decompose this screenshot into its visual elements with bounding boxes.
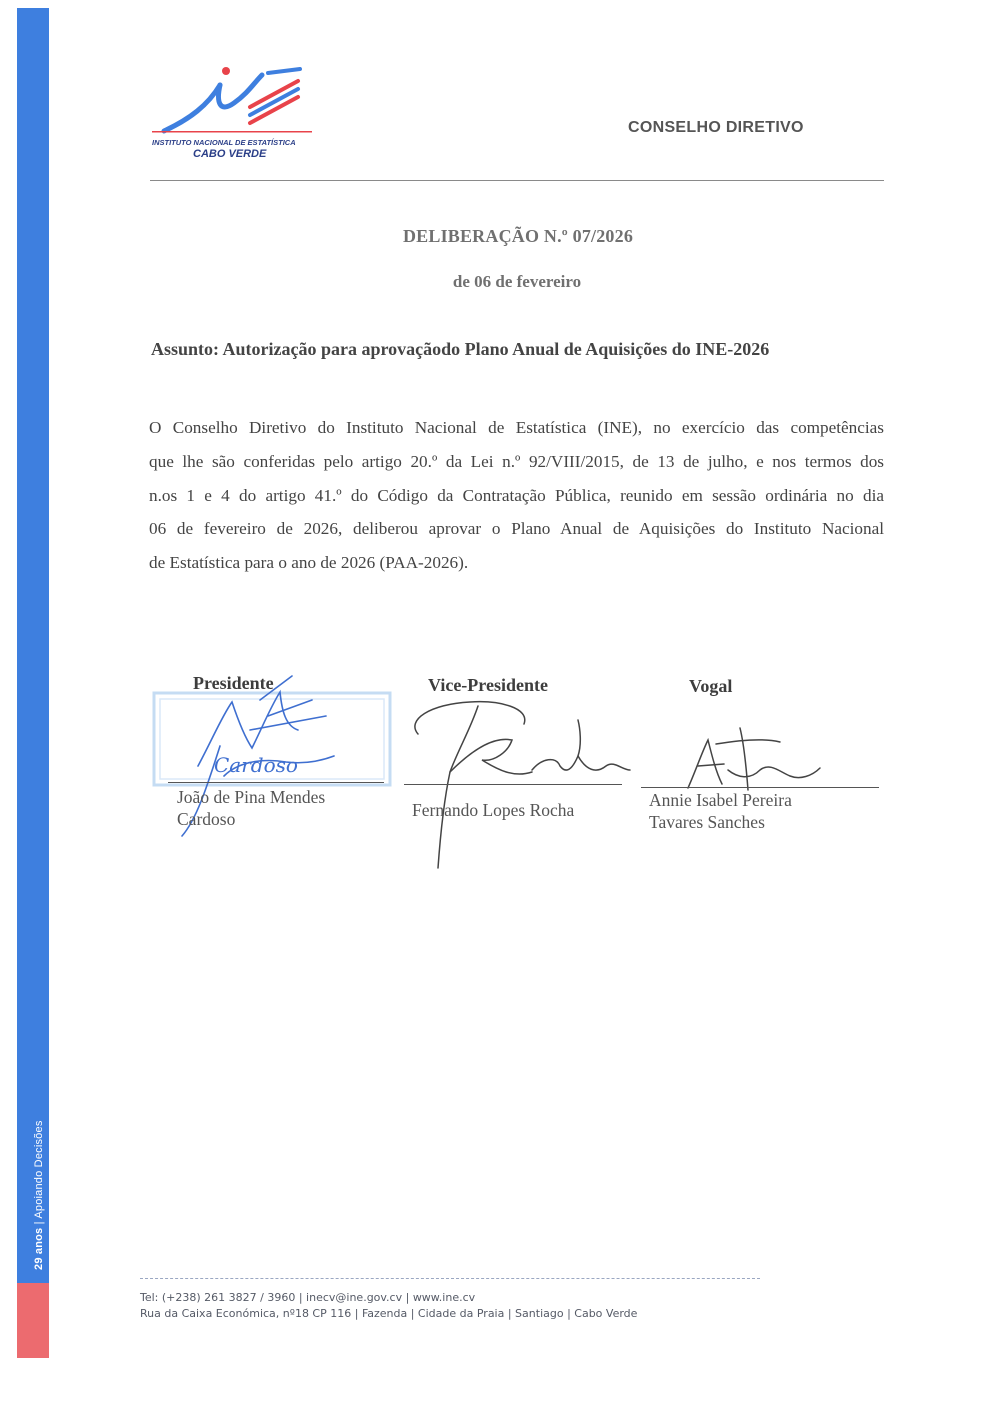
header-divider: [150, 180, 884, 181]
president-signature-line: [168, 782, 384, 783]
vice-president-signature-line: [404, 784, 622, 785]
president-stamp-text: Cardoso: [214, 753, 298, 777]
vogal-name: [649, 789, 792, 833]
body-line: que lhe são conferidas pelo artigo 20.º da Lei n.º 92/VIII/2015, de 13 de julho, e nos termos dos: [149, 451, 884, 471]
footer-contacts: Tel: (+238) 261 3827 / 3960 | inecv@ine.gov.cv | www.ine.cv: [140, 1291, 476, 1304]
deliberation-date: de 06 de fevereiro: [452, 272, 582, 291]
vice-president-name-line1: Fernando Lopes Rocha: [412, 800, 575, 820]
body-line: de Estatística para o ano de 2026 (PAA-2026).: [149, 553, 469, 573]
side-bar-red: [17, 1283, 49, 1358]
president-name: [177, 786, 325, 830]
body-paragraph: [149, 411, 884, 580]
vogal-title: Vogal: [689, 676, 733, 696]
body-line: O Conselho Diretivo do Instituto Nacional de Estatística (INE), no exercício das competências: [149, 418, 884, 437]
body-line: n.os 1 e 4 do artigo 41.º do Código da Contratação Pública, reunido em sessão ordinária no dia: [149, 485, 884, 505]
logo-institute-name: INSTITUTO NACIONAL DE ESTATÍSTICA: [152, 138, 296, 147]
vogal-signature: [688, 728, 820, 790]
ine-logo: [150, 65, 320, 165]
side-tagline: [33, 1120, 45, 1270]
vice-president-title: Vice-Presidente: [428, 675, 548, 695]
president-stamp: [154, 693, 390, 785]
side-tagline-years: 29 anos: [33, 1227, 45, 1270]
body-line: 06 de fevereiro de 2026, deliberou aprovar o Plano Anual de Aquisições do Instituto Nacional: [149, 519, 884, 539]
side-tagline-text: | Apoiando Decisões: [33, 1120, 45, 1228]
president-title: Presidente: [193, 673, 274, 693]
vogal-name-line1: Annie Isabel Pereira: [649, 790, 792, 810]
president-name-line1: João de Pina Mendes: [177, 787, 326, 807]
deliberation-title: DELIBERAÇÃO N.º 07/2026: [402, 226, 634, 246]
subject-line: Assunto: Autorização para aprovaçãodo Plano Anual de Aquisições do INE-2026: [151, 339, 770, 359]
footer-address: Rua da Caixa Económica, nº18 CP 116 | Fazenda | Cidade da Praia | Santiago | Cabo Verde: [140, 1307, 638, 1320]
logo-country: CABO VERDE: [193, 148, 267, 160]
footer-divider: [140, 1278, 760, 1280]
council-heading: CONSELHO DIRETIVO: [628, 119, 804, 136]
ine-logo-icon: [150, 65, 320, 145]
vogal-name-line2: Tavares Sanches: [649, 812, 765, 832]
vogal-signature-line: [641, 787, 879, 788]
side-bar-blue: [17, 8, 49, 1283]
vice-president-name: [412, 799, 574, 821]
president-name-line2: Cardoso: [177, 809, 236, 829]
